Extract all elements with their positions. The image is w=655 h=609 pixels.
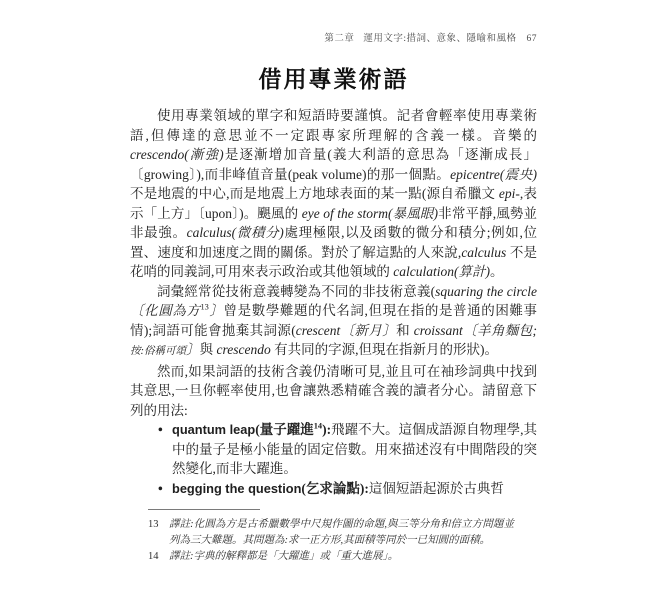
footnote-13 [148, 517, 514, 549]
header-chapter: 第二章 [324, 34, 355, 44]
footnote-text: 譯註:化圓為方是古希臘數學中尺規作圖的命題,與三等分角和倍立方問題並列為三大難題。其問題為:求一正方形,其面積等同於一已知圓的面積。 [169, 519, 514, 546]
footnote-number: 14 [148, 551, 159, 562]
header-section: 運用文字:措詞、意象、隱喻和風格 [363, 34, 517, 44]
footnote-text: 譯註:字典的解釋都是「大躍進」或「重大進展」。 [169, 551, 399, 562]
body-text [130, 106, 537, 498]
header-page-number: 67 [526, 34, 537, 44]
list-item-begging-the-question [130, 479, 537, 499]
bullet-icon: • [158, 422, 163, 437]
paragraph-2: 詞彙經常從技術意義轉變為不同的非技術意義(squaring the circle〔化圓為方$^{13}$〕曾是數學難題的代名詞,但現在指的是普通的困難事情);詞語可能會拋棄其詞源(crescent〔新月〕和 croissant〔羊角麵包;按:俗稱可頌〕與 crescendo 有共同的字源,但現在指新月的形狀)。 [130, 283, 538, 357]
page-title: 借用專業術語 [258, 67, 409, 92]
list-item-quantum-leap [130, 420, 537, 479]
footnotes [148, 509, 514, 565]
paragraph-1: 使用專業領域的單字和短語時要謹慎。記者會輕率使用專業術語,但傳達的意思並不一定跟專家所理解的含義一樣。音樂的 crescendo(漸強)是逐漸增加音量(義大利語的意思為「逐漸成長」〔growing〕),而非峰值音量(peak volume)的那一個點。epicentre(震央)不是地震的中心,而是地震上方地球表面的某一點(源自希臘文 epi-,表示「上方」〔upon〕)。颶風的 eye of the storm(暴風眼)非常平靜,風勢並非最強。calculus(微積分)處理極限,以及函數的微分和積分;例如,位置、速度和加速度之間的關係。對於了解這點的人來說,calculus 不是花哨的同義詞,可用來表示政治或其他領域的 calculation(算計)。 [130, 108, 538, 279]
usage-list [130, 420, 537, 498]
footnote-14 [148, 549, 514, 565]
list-item-text: begging the question(乞求論點):這個短語起源於古典哲 [172, 480, 504, 496]
list-item-text: quantum leap(量子躍進$^{14}$):飛躍不大。這個成語源自物理學,其中的量子是極小能量的固定倍數。用來描述沒有中間階段的突然變化,而非大躍進。 [172, 421, 538, 476]
bullet-icon: • [158, 480, 163, 496]
footnote-separator [148, 509, 260, 510]
paragraph-3: 然而,如果詞語的技術含義仍清晰可見,並且可在袖珍詞典中找到其意思,一旦你輕率使用,也會讓熟悉精確含義的讀者分心。請留意下列的用法: [130, 363, 537, 418]
footnote-number: 13 [148, 519, 159, 530]
running-header [324, 30, 537, 44]
